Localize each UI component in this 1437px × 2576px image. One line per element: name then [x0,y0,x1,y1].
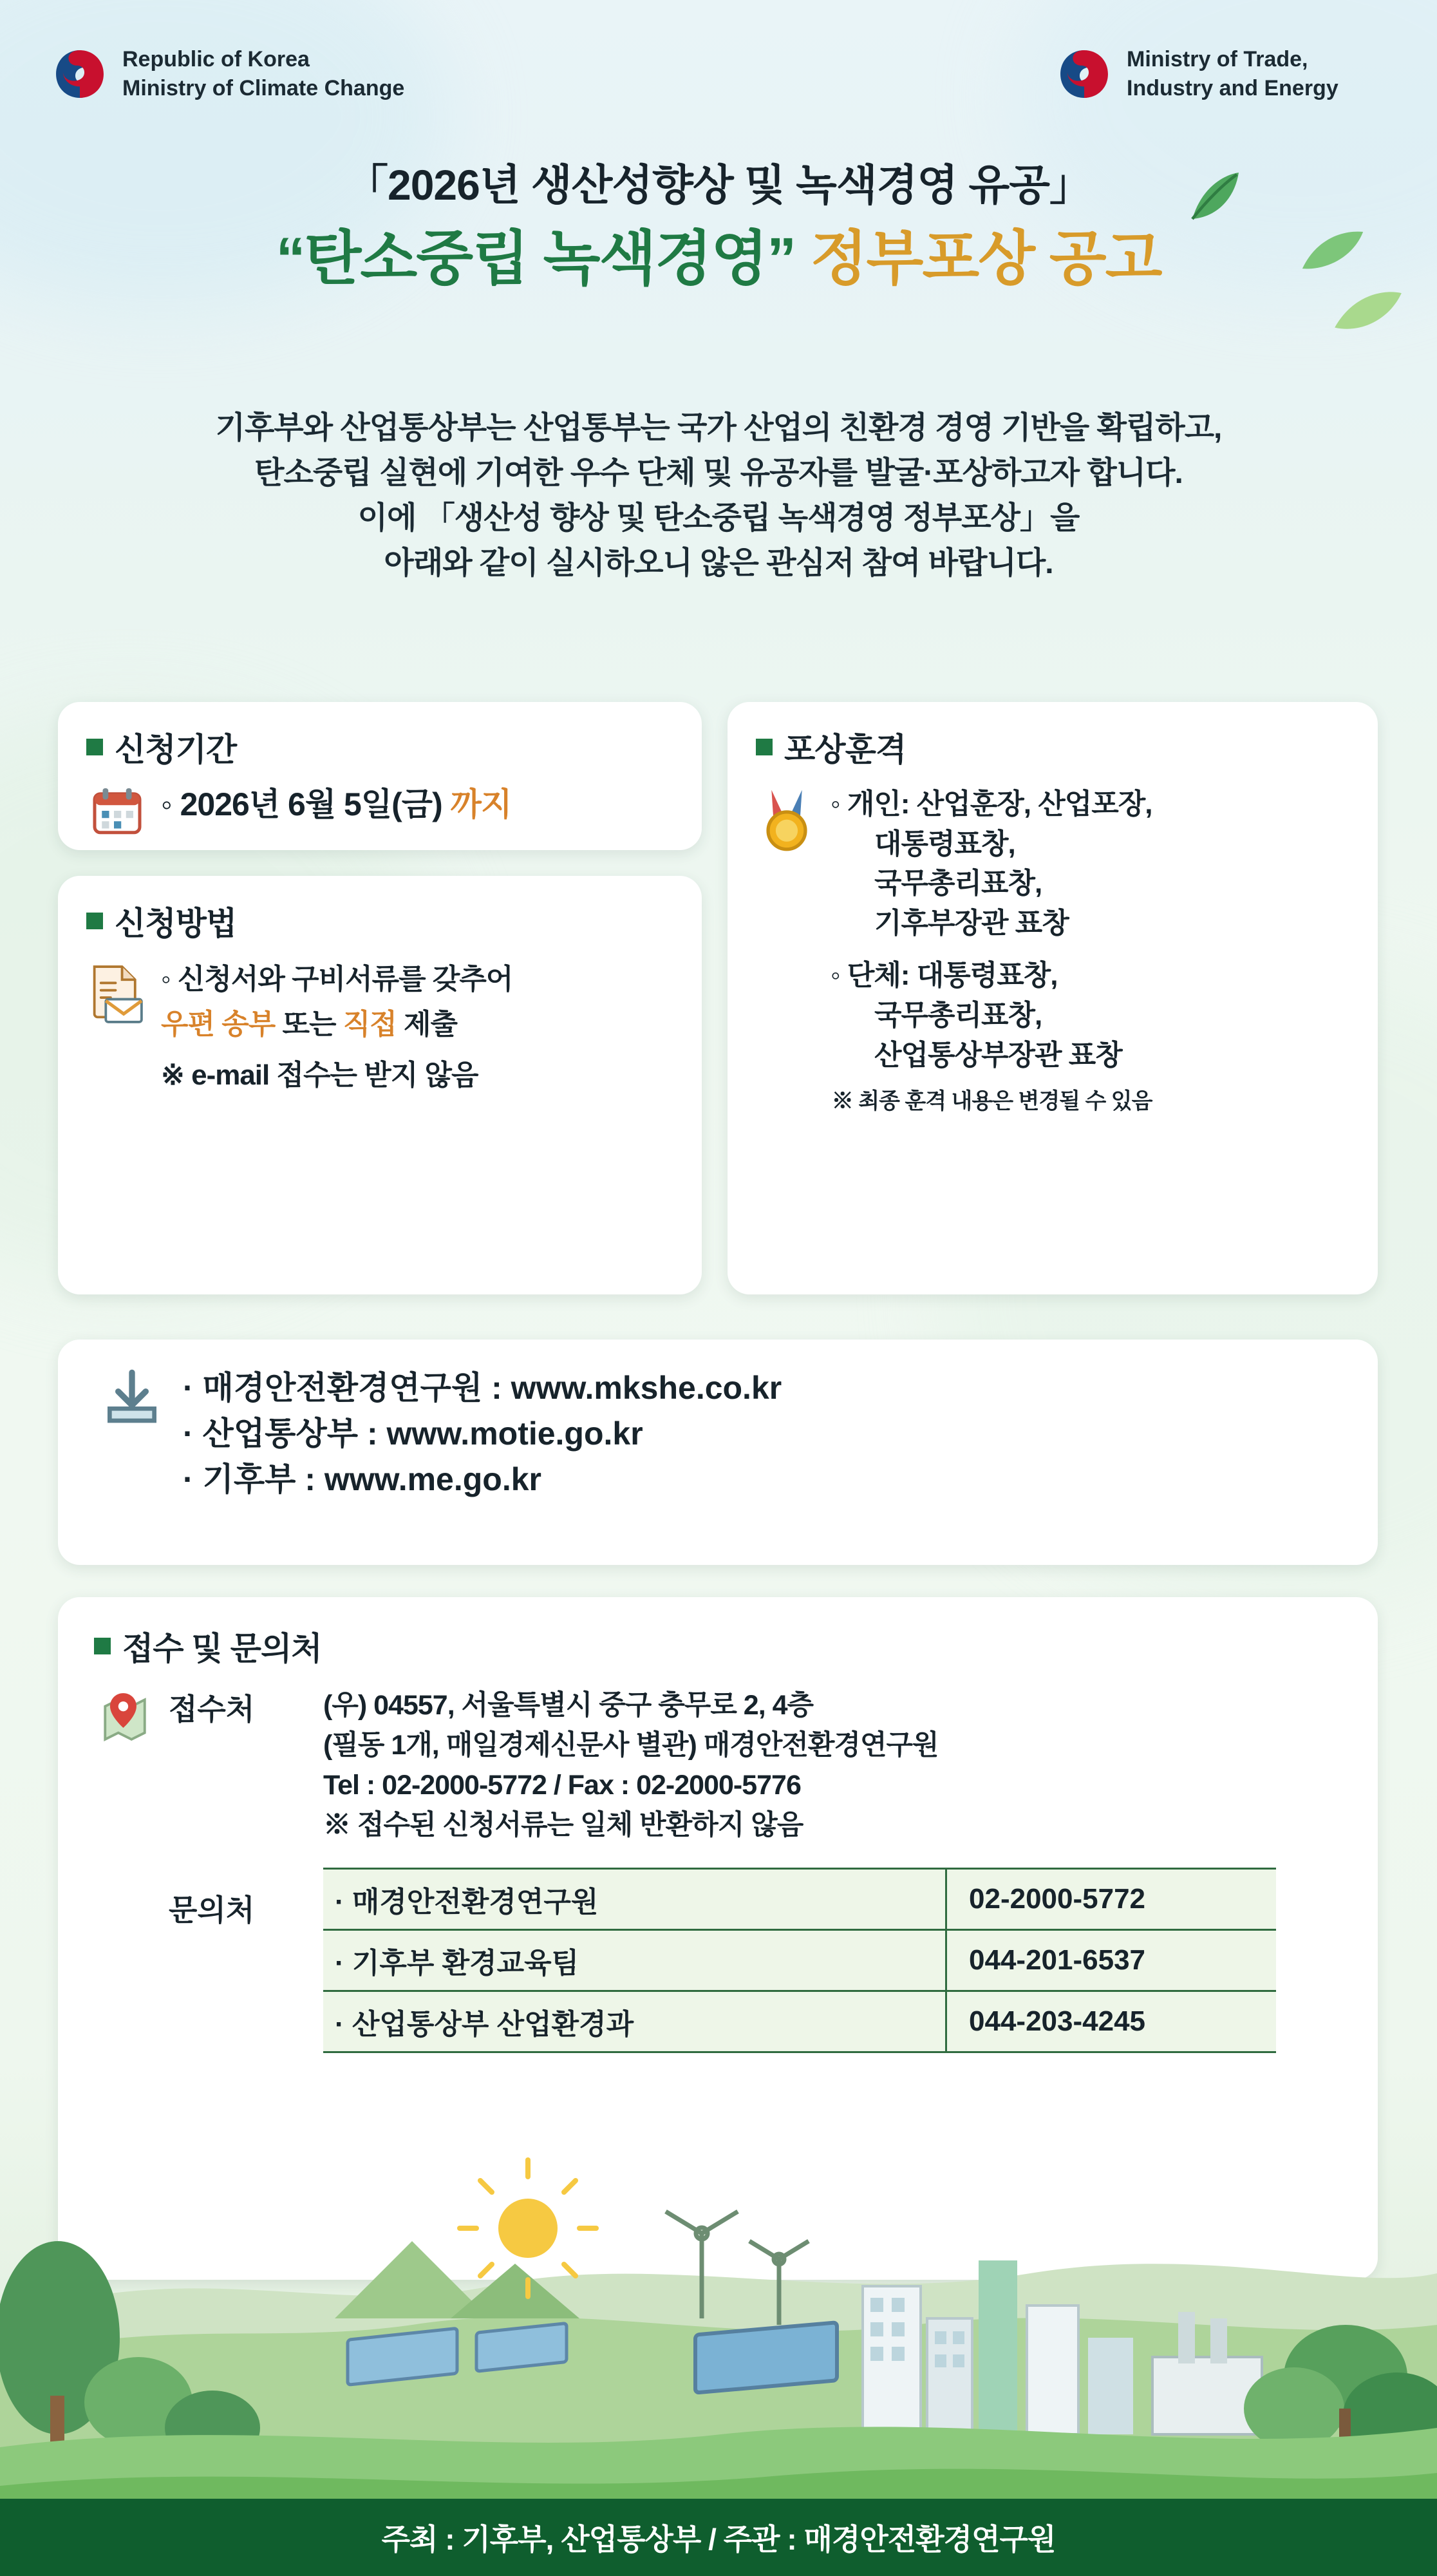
address-line-3: Tel : 02-2000-5772 / Fax : 02-2000-5776 [323,1769,801,1801]
link-item-motie[interactable]: · 산업통상부 : www.motie.go.kr [183,1411,782,1457]
award-individual-label: ◦ 개인: [831,788,910,820]
square-bullet-icon [86,739,103,755]
card-website-links [58,1340,1378,1565]
method-line-1: ◦ 신청서와 구비서류를 갖추어 [161,960,512,999]
card-award-grade [728,702,1378,1294]
table-row [323,1868,1276,1929]
title-quote: “탄소중립 녹색경영” [276,225,796,292]
award-group-line-2: 산업통상부장관 표창 [874,1039,1122,1071]
section-title-period [86,724,676,770]
footer-illustration [0,2125,1437,2576]
section-title-text: 포상훈격 [784,732,906,768]
inquiry-org: · 기후부 환경교육팀 [323,1929,946,1991]
award-group-line-1: 국무총리표창, [874,999,1042,1031]
method-submit: 제출 [403,1008,457,1040]
reception-address [323,1686,939,1846]
method-note: ※ e-mail 접수는 받지 않음 [161,1059,478,1092]
korea-taegeuk-icon [1056,46,1113,102]
calendar-icon [86,782,148,836]
reception-label: 접수처 [169,1692,255,1726]
inquiry-tel: 044-201-6537 [946,1929,1277,1991]
footer-text: 주최 : 기후부, 산업통상부 / 주관 : 매경안전환경연구원 [381,2523,1056,2556]
section-title-text: 신청방법 [115,905,237,942]
korea-taegeuk-icon [52,46,108,102]
intro-line-2: 탄소중립 실현에 기여한 우수 단체 및 유공자를 발굴·포상하고자 합니다. [254,456,1183,491]
link-list [183,1365,782,1502]
table-row [323,1929,1276,1991]
inquiry-label: 문의처 [169,1893,255,1927]
logo-ministry-of-trade-industry-energy [1056,45,1338,103]
footer-bar [0,2499,1437,2576]
award-individual-line-0: 산업훈장, 산업포장, [916,788,1152,820]
award-group-label: ◦ 단체: [831,960,910,991]
method-line-2 [161,1005,512,1045]
inquiry-tel: 02-2000-5772 [946,1868,1277,1929]
logo-line-2: Ministry of Climate Change [122,75,405,100]
inquiry-org: · 산업통상부 산업환경과 [323,1991,946,2052]
square-bullet-icon [86,913,103,929]
logo-text [122,45,404,103]
award-individual-line-2: 국무총리표창, [874,867,1042,900]
medal-icon [756,784,818,853]
leaf-icon [1333,283,1404,345]
link-item-me[interactable]: · 기후부 : www.me.go.kr [183,1457,782,1502]
logo-ministry-of-climate-change [52,45,404,103]
inquiry-tel: 044-203-4245 [946,1991,1277,2052]
logo-line-2: Industry and Energy [1127,75,1338,100]
intro-line-4: 아래와 같이 실시하오니 않은 관심저 참여 바랍니다. [384,546,1053,581]
square-bullet-icon [756,739,773,755]
award-individual [831,784,1152,943]
intro-paragraph [0,406,1437,586]
card-application-method [58,876,702,1294]
card-application-period [58,702,702,850]
title-award: 정부포상 공고 [810,225,1161,292]
inquiry-table [323,1868,1276,2053]
section-title-text: 접수 및 문의처 [122,1631,322,1667]
title-line-2 [0,227,1437,292]
download-icon [97,1365,167,1502]
address-line-1: (우) 04557, 서울특별시 중구 충무로 2, 4층 [323,1690,814,1721]
method-direct: 직접 [343,1008,397,1040]
table-row [323,1991,1276,2052]
address-note: ※ 접수된 신청서류는 일체 반환하지 않음 [323,1809,803,1841]
award-individual-line-1: 대통령표창, [874,828,1015,860]
logo-line-1: Ministry of Trade, [1127,47,1308,71]
logo-text [1127,45,1338,103]
intro-line-3: 이에 「생산성 향상 및 탄소중립 녹색경영 정부포상」을 [357,501,1080,536]
map-pin-icon [94,1686,156,1743]
link-item-mkshe[interactable]: · 매경안전환경연구원 : www.mkshe.co.kr [183,1365,782,1411]
government-header [0,39,1437,135]
award-individual-line-3: 기후부장관 표창 [874,907,1069,939]
title-line-1: 「2026년 생산성향상 및 녹색경영 유공」 [346,161,1091,209]
inquiry-org: · 매경안전환경연구원 [323,1868,946,1929]
method-or: 또는 [282,1008,336,1040]
period-date: ◦ 2026년 6월 5일(금) [161,786,442,822]
section-title-contact [94,1623,1348,1669]
leaf-icon [1301,225,1365,280]
section-title-text: 신청기간 [115,732,237,768]
document-mail-icon [86,960,148,1025]
method-mail: 우편 송부 [161,1008,276,1040]
leaf-icon [1185,169,1243,230]
period-date-suffix: 까지 [450,786,512,822]
intro-line-1: 기후부와 산업통상부는 산업통부는 국가 산업의 친환경 경영 기반을 확립하고, [215,411,1222,445]
award-group-line-0: 대통령표창, [916,960,1058,992]
section-title-method [86,898,676,944]
section-title-award [756,724,1356,770]
address-line-2: (필동 1개, 매일경제신문사 별관) 매경안전환경연구원 [323,1729,939,1761]
square-bullet-icon [94,1638,111,1654]
award-note: ※ 최종 훈격 내용은 변경될 수 있음 [831,1089,1152,1114]
spacer [94,1868,156,1871]
logo-line-1: Republic of Korea [122,47,310,71]
award-group [831,956,1152,1075]
